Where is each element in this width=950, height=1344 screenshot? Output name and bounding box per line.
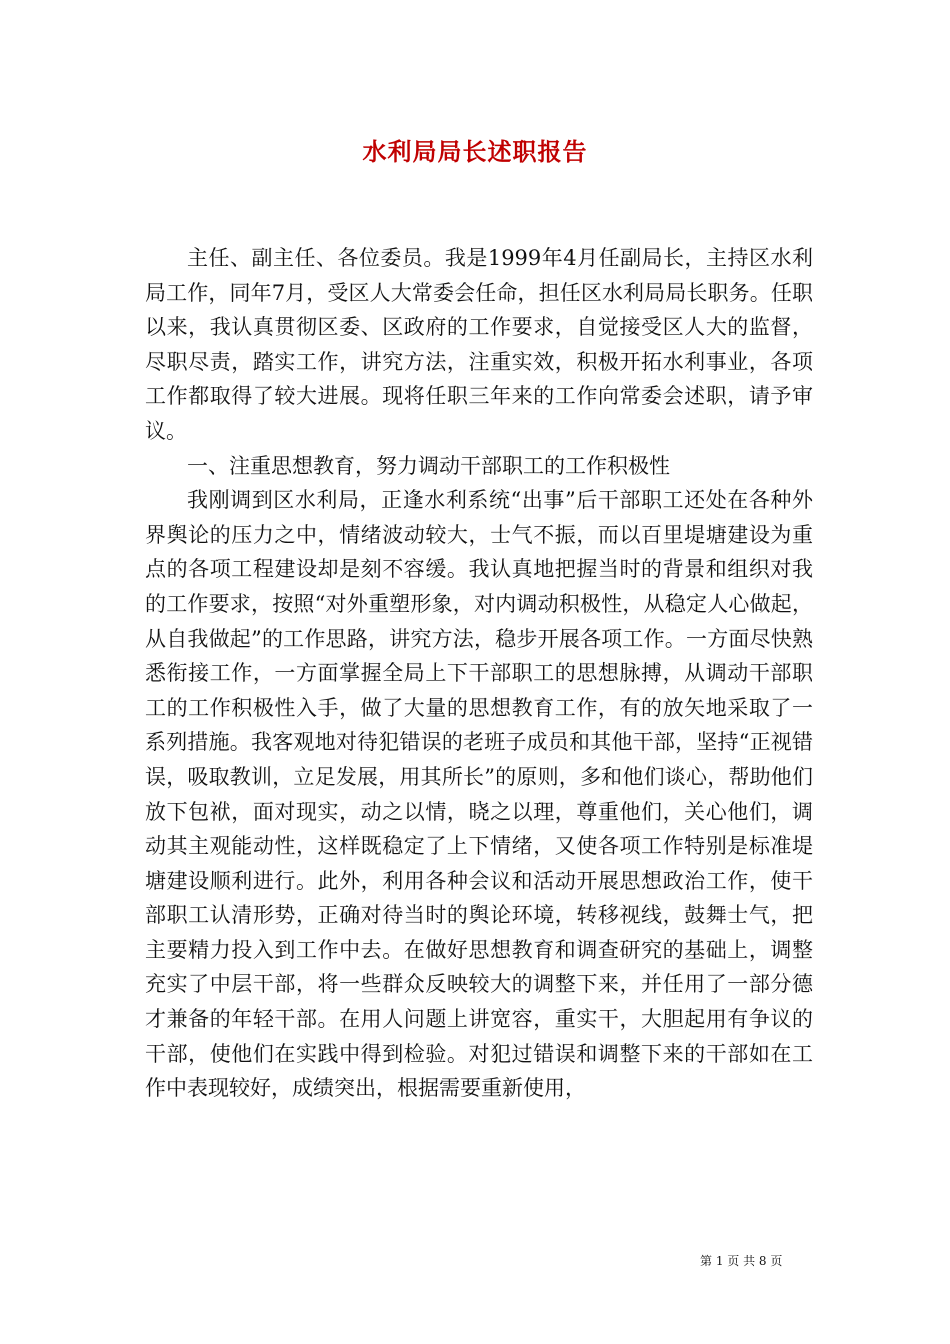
document-title: 水利局局长述职报告 [362,137,588,166]
section-heading-1: 一、注重思想教育，努力调动干部职工的工作积极性 [187,453,670,478]
page-number-footer: 第 1 页 共 8 页 [700,1254,783,1268]
section-1-paragraph: 我刚调到区水利局，正逢水利系统“出事”后干部职工还处在各种外界舆论的压力之中，情绪波动较大，士气不振，而以百里堤塘建设为重点的各项工程建设却是刻不容缓。我认真地把握当时的背景和组织对我的工作要求，按照“对外重塑形象，对内调动积极性，从稳定人心做起，从自我做起”的工作思路，讲究方法，稳步开展各项工作。一方面尽快熟悉衔接工作，一方面掌握全局上下干部职工的思想脉搏，从调动干部职工的工作积极性入手，做了大量的思想教育工作，有的放矢地采取了一系列措施。我客观地对待犯错误的老班子成员和其他干部，坚持“正视错误，吸取教训，立足发展，用其所长”的原则，多和他们谈心，帮助他们放下包袱，面对现实，动之以情，晓之以理，尊重他们，关心他们，调动其主观能动性，这样既稳定了上下情绪，又使各项工作特别是标准堤塘建设顺利进行。此外，利用各种会议和活动开展思想政治工作，使干部职工认清形势，正确对待当时的舆论环境，转移视线，鼓舞士气，把主要精力投入到工作中去。在做好思想教育和调查研究的基础上，调整充实了中层干部，将一些群众反映较大的调整下来，并任用了一部分德才兼备的年轻干部。在用人问题上讲宽容，重实干，大胆起用有争议的干部，使他们在实践中得到检验。对犯过错误和调整下来的干部如在工作中表现较好，成绩突出，根据需要重新使用， [145,488,813,1101]
document-body [145,241,813,1106]
intro-paragraph: 主任、副主任、各位委员。我是1999年4月任副局长，主持区水利局工作，同年7月，受区人大常委会任命，担任区水利局局长职务。任职以来，我认真贯彻区委、区政府的工作要求，自觉接受区人大的监督，尽职尽责，踏实工作，讲究方法，注重实效，积极开拓水利事业，各项工作都取得了较大进展。现将任职三年来的工作向常委会述职，请予审议。 [145,246,813,443]
